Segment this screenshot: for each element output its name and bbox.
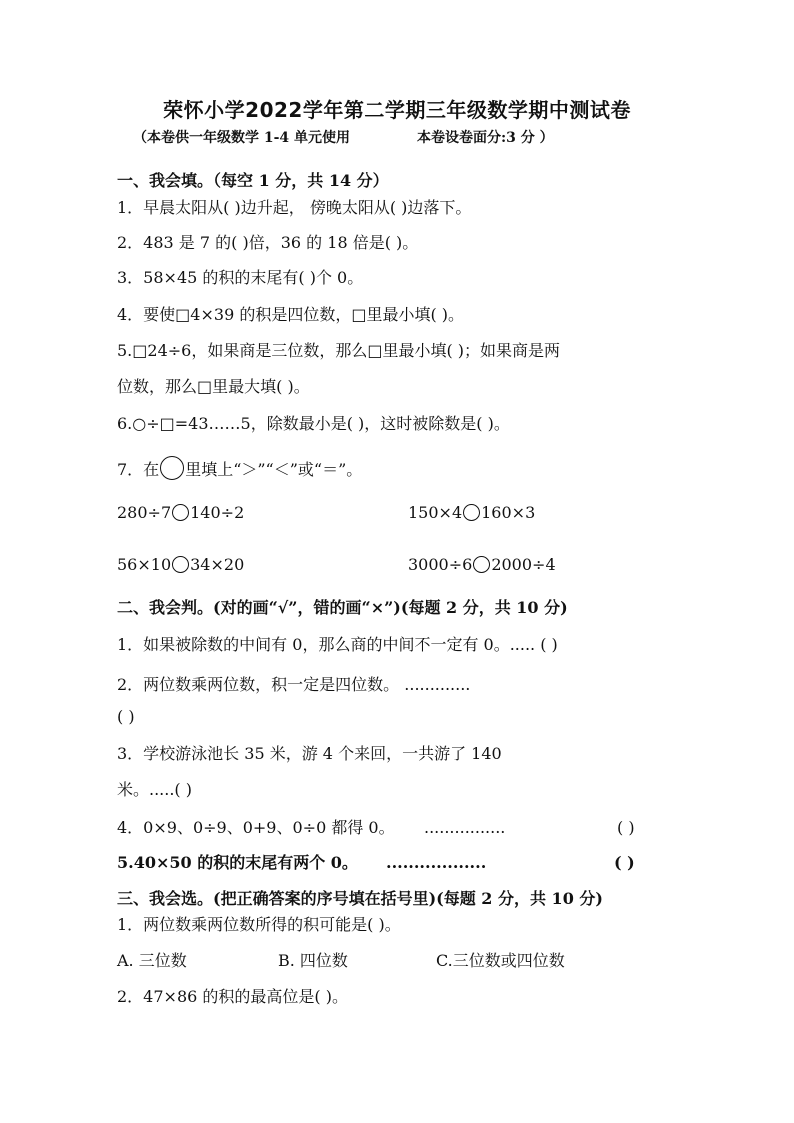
s3-q1-option-b[interactable]: B. 四位数 bbox=[278, 951, 348, 970]
compare-4-right: 2000÷4 bbox=[491, 555, 556, 574]
s2-q5-answer[interactable]: ( ) bbox=[614, 853, 635, 872]
s1-q7-suffix: 里填上“＞”“＜”或“＝”。 bbox=[185, 460, 363, 479]
compare-2 bbox=[408, 502, 535, 524]
s3-q2: 2．47×86 的积的最高位是( )。 bbox=[117, 987, 348, 1006]
s2-q4: 4．0×9、0÷9、0+9、0÷0 都得 0。 bbox=[117, 818, 395, 837]
compare-3-left: 56×10 bbox=[117, 555, 172, 574]
section1-heading: 一、我会填。（每空 1 分，共 14 分） bbox=[117, 171, 389, 190]
section3-heading: 三、我会选。(把正确答案的序号填在括号里)(每题 2 分，共 10 分) bbox=[117, 889, 603, 908]
s2-q5-dots: .................. bbox=[386, 853, 487, 872]
compare-2-right: 160×3 bbox=[481, 503, 536, 522]
compare-1-right: 140÷2 bbox=[190, 503, 245, 522]
compare-1 bbox=[117, 502, 244, 524]
s3-q1-option-c[interactable]: C.三位数或四位数 bbox=[436, 951, 565, 970]
compare-3-right: 34×20 bbox=[190, 555, 245, 574]
s1-q7 bbox=[117, 456, 362, 481]
s3-q1: 1．两位数乘两位数所得的积可能是( )。 bbox=[117, 915, 401, 934]
exam-note-left: （本卷供一年级数学 1-4 单元使用 bbox=[133, 130, 351, 146]
circle-icon[interactable] bbox=[172, 504, 189, 521]
s2-q4-dots: ................ bbox=[424, 818, 506, 837]
section2-heading: 二、我会判。(对的画“√”，错的画“×”)(每题 2 分，共 10 分) bbox=[117, 598, 568, 617]
circle-icon[interactable] bbox=[463, 504, 480, 521]
s1-q7-prefix: 7．在 bbox=[117, 460, 160, 479]
circle-icon[interactable] bbox=[172, 556, 189, 573]
exam-note-right: 本卷设卷面分:3 分 ） bbox=[417, 130, 554, 146]
s2-q1: 1．如果被除数的中间有 0，那么商的中间不一定有 0。..... ( ) bbox=[117, 635, 558, 654]
s1-q5-line2: 位数，那么□里最大填( )。 bbox=[117, 377, 310, 396]
s1-q4: 4．要使□4×39 的积是四位数，□里最小填( )。 bbox=[117, 305, 465, 324]
s2-q4-answer[interactable]: ( ) bbox=[617, 818, 635, 837]
s1-q3: 3．58×45 的积的末尾有( )个 0。 bbox=[117, 268, 364, 287]
s2-q2-answer[interactable]: ( ) bbox=[117, 707, 135, 726]
s1-q5-line1: 5.□24÷6，如果商是三位数，那么□里最小填( )；如果商是两 bbox=[117, 341, 561, 360]
compare-2-left: 150×4 bbox=[408, 503, 463, 522]
compare-1-left: 280÷7 bbox=[117, 503, 172, 522]
compare-4 bbox=[408, 554, 556, 576]
s1-q6: 6.○÷□=43……5，除数最小是( )，这时被除数是( )。 bbox=[117, 414, 510, 433]
s1-q1: 1．早晨太阳从( )边升起， 傍晚太阳从( )边落下。 bbox=[117, 198, 472, 217]
s1-q2: 2．483 是 7 的( )倍，36 的 18 倍是( )。 bbox=[117, 233, 419, 252]
circle-icon bbox=[160, 456, 184, 480]
s3-q1-option-a[interactable]: A. 三位数 bbox=[117, 951, 187, 970]
compare-3 bbox=[117, 554, 244, 576]
s2-q5: 5.40×50 的积的末尾有两个 0。 bbox=[117, 853, 358, 872]
s2-q3-line2: 米。.....( ) bbox=[117, 780, 193, 799]
s2-q3-line1: 3．学校游泳池长 35 米，游 4 个来回，一共游了 140 bbox=[117, 744, 502, 763]
circle-icon[interactable] bbox=[473, 556, 490, 573]
compare-4-left: 3000÷6 bbox=[408, 555, 473, 574]
exam-title: 荣怀小学2022学年第二学期三年级数学期中测试卷 bbox=[163, 98, 631, 122]
s2-q2-line1: 2．两位数乘两位数，积一定是四位数。 ............. bbox=[117, 675, 471, 694]
